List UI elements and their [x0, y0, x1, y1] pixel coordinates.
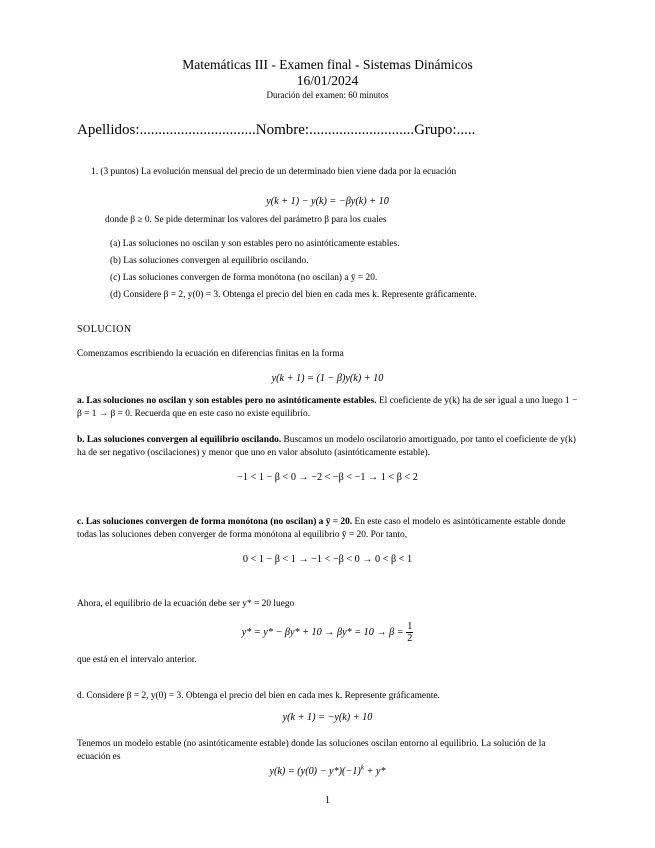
exam-title: Matemáticas III - Examen final - Sistemas Dinámicos — [182, 57, 473, 72]
equilibrium-intro: Ahora, el equilibrio de la ecuación debe ser y* = 20 luego — [77, 599, 295, 609]
part-c-paragraph — [77, 516, 578, 541]
part-b-inequality: −1 < 1 − β < 0 → −2 < −β < −1 → 1 < β < 2 — [237, 472, 418, 483]
equilibrium-equation-text: y* = y* − βy* + 10 → βy* = 10 → β = — [241, 626, 407, 638]
part-a-heading: a. Las soluciones no oscilan y son estables pero no asintóticamente estables. — [77, 396, 377, 406]
problem-item-a: (a) Las soluciones no oscilan y son estables pero no asintóticamente estables. — [110, 239, 400, 249]
problem-item-d: (d) Considere β = 2, y(0) = 3. Obtenga el precio del bien en cada mes k. Represente gráficamente. — [110, 290, 477, 300]
part-c-text: En este caso el modelo es asintóticamente estable donde todas las soluciones deben converger de forma monótona al equilibrio ȳ = 20. Por tanto, — [77, 517, 566, 540]
problem-condition: donde β ≥ 0. Se pide determinar los valores del parámetro β para los cuales — [105, 215, 387, 225]
student-info-line: Apellidos:...............................Nombre:............................Grupo:..... — [77, 122, 476, 138]
solution-intro: Comenzamos escribiendo la ecuación en diferencias finitas en la forma — [77, 349, 344, 359]
part-c-inequality: 0 < 1 − β < 1 → −1 < −β < 0 → 0 < β < 1 — [242, 554, 413, 565]
one-half-fraction — [406, 621, 413, 644]
equilibrium-equation — [0, 621, 655, 651]
part-b-heading: b. Las soluciones convergen al equilibrio oscilando. — [77, 435, 282, 445]
part-b-paragraph — [77, 434, 578, 459]
part-a-paragraph — [77, 395, 578, 420]
problem-intro: 1. (3 puntos) La evolución mensual del precio de un determinado bien viene dada por la ecuación — [91, 167, 457, 177]
problem-item-b: (b) Las soluciones convergen al equilibrio oscilando. — [110, 256, 309, 266]
part-d-solution — [0, 764, 655, 777]
problem-equation: y(k + 1) − y(k) = −βy(k) + 10 — [266, 196, 389, 207]
exam-date: 16/01/2024 — [296, 73, 359, 88]
part-c-heading: c. Las soluciones convergen de forma monótona (no oscilan) a ȳ = 20. — [77, 517, 353, 527]
fraction-denominator: 2 — [407, 633, 413, 644]
part-d-heading: d. Considere β = 2, y(0) = 3. Obtenga el precio del bien en cada mes k. Represente gráficamente. — [77, 691, 440, 701]
problem-item-c: (c) Las soluciones convergen de forma monótona (no oscilan) a ȳ = 20. — [110, 273, 378, 283]
part-a-text: El coeficiente de y(k) ha de ser igual a uno luego 1 − β = 1 → β = 0. Recuerda que en este caso no existe equilibrio. — [77, 396, 578, 419]
part-b-text: Buscamos un modelo oscilatorio amortiguado, por tanto el coeficiente de y(k) ha de ser negativo (oscilaciones) y menor que uno en valor absoluto (asintóticamente estable). — [77, 435, 576, 458]
part-d-solution-text: $y(k) = (y(0) - y*)(-1)^k + y*$ — [269, 764, 386, 778]
exam-duration: Duración del examen: 60 minutos — [266, 90, 389, 100]
solution-heading: SOLUCION — [77, 324, 132, 335]
page-number: 1 — [325, 795, 330, 806]
part-d-equation: y(k + 1) = −y(k) + 10 — [282, 712, 373, 723]
part-d-text: Tenemos un modelo estable (no asintóticamente estable) donde las soluciones oscilan entorno al equilibrio. La solución de la ecuación es — [77, 739, 546, 762]
equilibrium-note: que está en el intervalo anterior. — [77, 655, 197, 665]
fraction-numerator: 1 — [407, 621, 413, 632]
solution-main-equation: y(k + 1) = (1 − β)y(k) + 10 — [271, 373, 384, 384]
